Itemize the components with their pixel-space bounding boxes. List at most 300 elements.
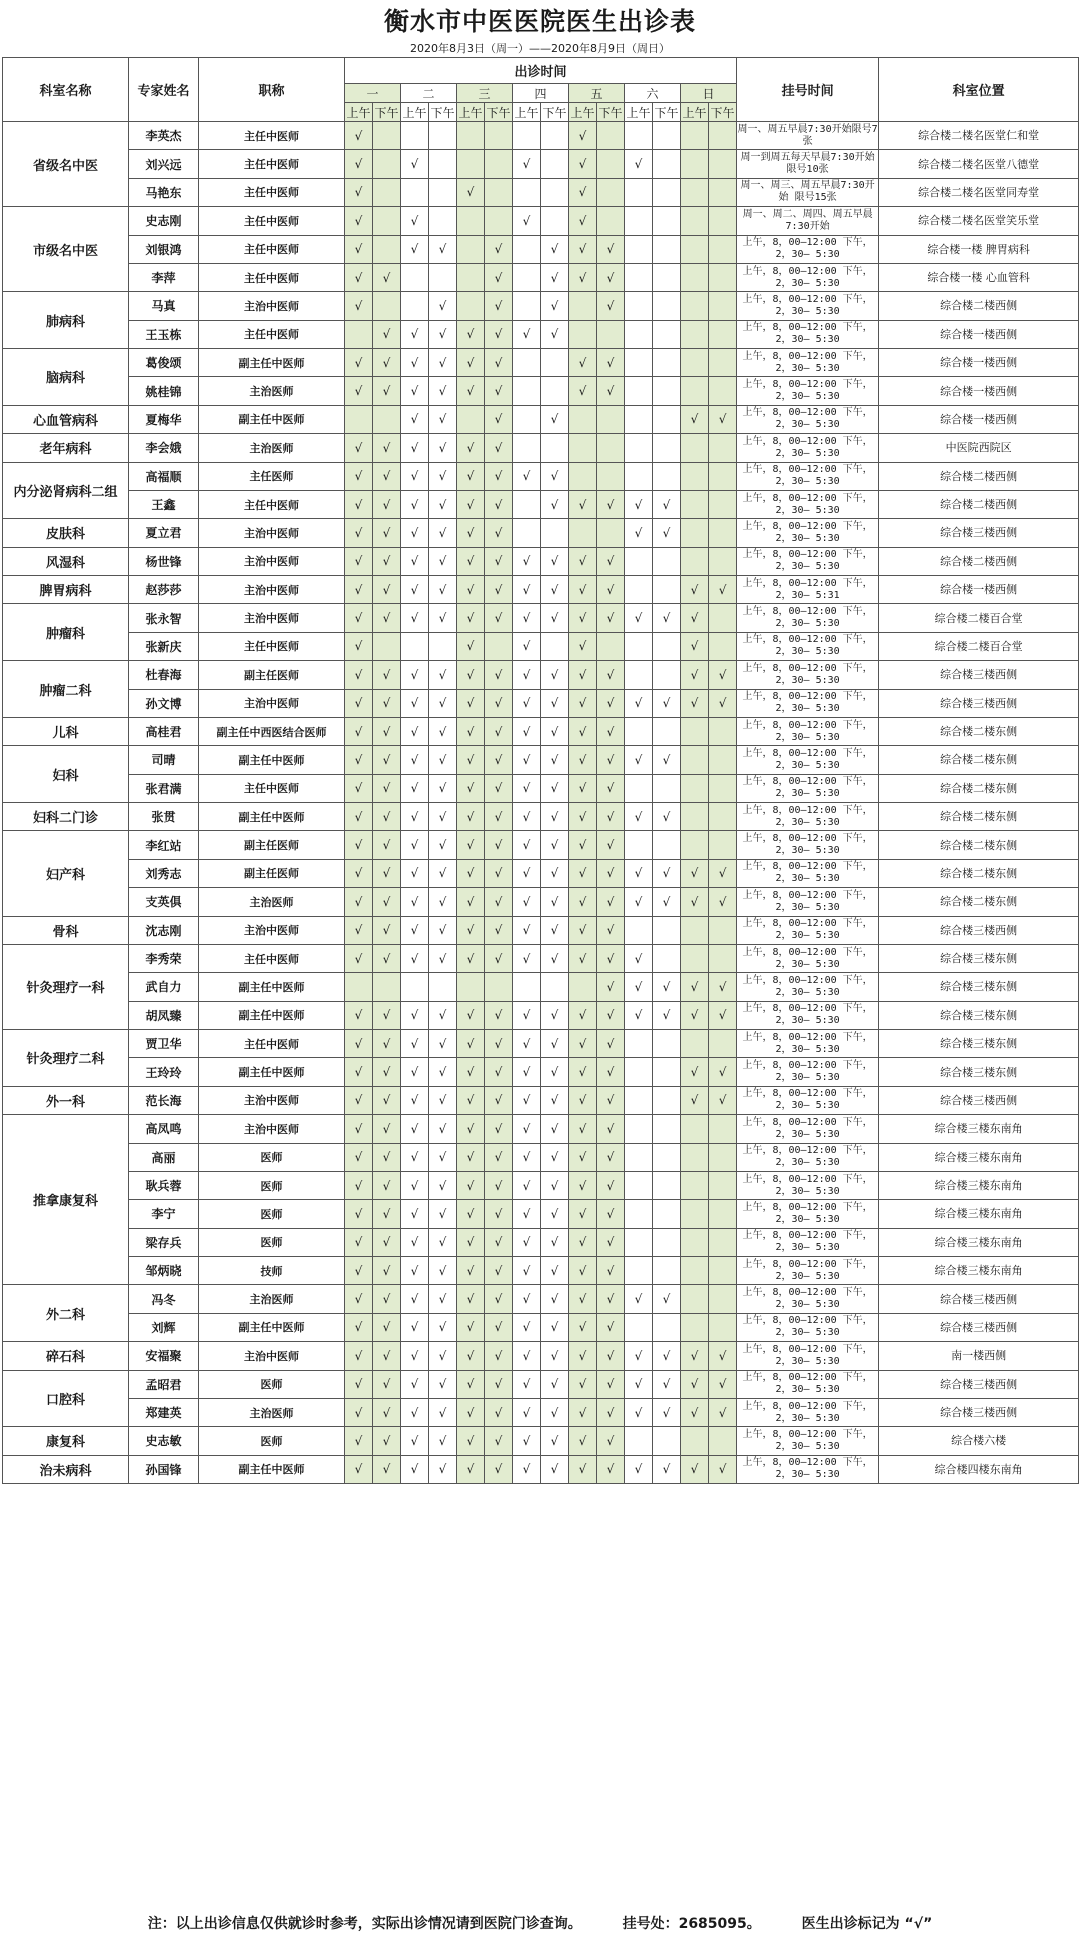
am-header: 上午 xyxy=(345,103,373,122)
check-mark: √ xyxy=(401,1398,429,1426)
schedule-cell xyxy=(345,973,373,1001)
registration-time: 周一到周五每天早晨7:30开始 限号10张 xyxy=(737,150,879,178)
doctor-name: 刘兴远 xyxy=(129,150,199,178)
check-mark: √ xyxy=(597,1342,625,1370)
schedule-cell xyxy=(373,405,401,433)
clinic-location: 综合楼二楼东侧 xyxy=(879,774,1079,802)
schedule-cell xyxy=(709,1285,737,1313)
schedule-cell xyxy=(709,263,737,291)
table-row xyxy=(3,604,1079,632)
schedule-cell xyxy=(457,973,485,1001)
check-mark: √ xyxy=(541,1427,569,1455)
check-mark: √ xyxy=(373,1058,401,1086)
check-mark: √ xyxy=(457,519,485,547)
table-row xyxy=(3,462,1079,490)
schedule-cell xyxy=(709,320,737,348)
check-mark: √ xyxy=(597,689,625,717)
clinic-location: 综合楼二楼东侧 xyxy=(879,888,1079,916)
check-mark: √ xyxy=(345,263,373,291)
registration-time: 上午，8，00—12:00 下午，2，30— 5:30 xyxy=(737,1086,879,1114)
registration-time: 上午，8，00—12:00 下午，2，30— 5:30 xyxy=(737,1398,879,1426)
table-row xyxy=(3,1257,1079,1285)
schedule-cell xyxy=(597,519,625,547)
clinic-location: 综合楼三楼西侧 xyxy=(879,1086,1079,1114)
schedule-cell xyxy=(513,519,541,547)
check-mark: √ xyxy=(373,519,401,547)
registration-time: 上午，8，00—12:00 下午，2，30— 5:30 xyxy=(737,519,879,547)
schedule-cell xyxy=(709,235,737,263)
doctor-name: 李英杰 xyxy=(129,122,199,150)
check-mark: √ xyxy=(653,604,681,632)
check-mark: √ xyxy=(625,1398,653,1426)
schedule-cell xyxy=(653,1200,681,1228)
check-mark: √ xyxy=(541,1200,569,1228)
check-mark: √ xyxy=(485,1398,513,1426)
schedule-cell xyxy=(625,1200,653,1228)
table-row xyxy=(3,831,1079,859)
check-mark: √ xyxy=(345,1285,373,1313)
schedule-cell xyxy=(625,717,653,745)
schedule-cell xyxy=(597,462,625,490)
check-mark: √ xyxy=(429,377,457,405)
schedule-cell xyxy=(513,490,541,518)
check-mark: √ xyxy=(485,1001,513,1029)
table-row xyxy=(3,1370,1079,1398)
check-mark: √ xyxy=(541,1285,569,1313)
schedule-cell xyxy=(625,1143,653,1171)
check-mark: √ xyxy=(373,944,401,972)
table-row xyxy=(3,207,1079,235)
schedule-cell xyxy=(653,320,681,348)
check-mark: √ xyxy=(429,916,457,944)
check-mark: √ xyxy=(373,1030,401,1058)
department-name: 碎石科 xyxy=(3,1342,129,1370)
table-row xyxy=(3,576,1079,604)
schedule-cell xyxy=(541,434,569,462)
clinic-location: 综合楼二楼西侧 xyxy=(879,490,1079,518)
check-mark: √ xyxy=(569,1228,597,1256)
table-row xyxy=(3,1427,1079,1455)
check-mark: √ xyxy=(681,604,709,632)
schedule-cell xyxy=(681,490,709,518)
check-mark: √ xyxy=(345,1143,373,1171)
day-header: 一 xyxy=(345,84,401,103)
check-mark: √ xyxy=(345,604,373,632)
check-mark: √ xyxy=(569,803,597,831)
check-mark: √ xyxy=(485,235,513,263)
schedule-cell xyxy=(709,1427,737,1455)
check-mark: √ xyxy=(457,349,485,377)
pm-header: 下午 xyxy=(429,103,457,122)
doctor-title: 医师 xyxy=(199,1200,345,1228)
doctor-title: 副主任中医师 xyxy=(199,349,345,377)
schedule-cell xyxy=(373,973,401,1001)
schedule-cell xyxy=(625,1228,653,1256)
check-mark: √ xyxy=(569,1285,597,1313)
registration-time: 周一、周五早晨7:30开始限号7张 xyxy=(737,122,879,150)
schedule-cell xyxy=(373,178,401,206)
check-mark: √ xyxy=(401,150,429,178)
check-mark: √ xyxy=(513,632,541,660)
schedule-cell xyxy=(653,434,681,462)
schedule-cell xyxy=(625,1427,653,1455)
check-mark: √ xyxy=(401,831,429,859)
schedule-cell xyxy=(709,717,737,745)
clinic-location: 综合楼二楼西侧 xyxy=(879,292,1079,320)
check-mark: √ xyxy=(345,377,373,405)
registration-time: 上午，8，00—12:00 下午，2，30— 5:30 xyxy=(737,973,879,1001)
schedule-cell xyxy=(597,150,625,178)
am-header: 上午 xyxy=(513,103,541,122)
check-mark: √ xyxy=(345,774,373,802)
check-mark: √ xyxy=(401,1285,429,1313)
registration-time: 上午，8，00—12:00 下午，2，30— 5:30 xyxy=(737,774,879,802)
doctor-title: 主治医师 xyxy=(199,888,345,916)
check-mark: √ xyxy=(569,1200,597,1228)
check-mark: √ xyxy=(401,519,429,547)
department-name: 脑病科 xyxy=(3,349,129,406)
check-mark: √ xyxy=(513,1143,541,1171)
check-mark: √ xyxy=(541,1455,569,1483)
registration-time: 上午，8，00—12:00 下午，2，30— 5:30 xyxy=(737,490,879,518)
doctor-title: 主治中医师 xyxy=(199,1115,345,1143)
check-mark: √ xyxy=(541,604,569,632)
page-title: 衡水市中医医院医生出诊表 xyxy=(383,7,696,36)
header-name: 专家姓名 xyxy=(129,58,199,122)
check-mark: √ xyxy=(485,490,513,518)
check-mark: √ xyxy=(429,490,457,518)
clinic-location: 综合楼二楼百合堂 xyxy=(879,632,1079,660)
check-mark: √ xyxy=(485,859,513,887)
check-mark: √ xyxy=(401,1313,429,1341)
check-mark: √ xyxy=(373,746,401,774)
check-mark: √ xyxy=(597,1455,625,1483)
table-row xyxy=(3,746,1079,774)
department-name: 肿瘤二科 xyxy=(3,661,129,718)
check-mark: √ xyxy=(429,1030,457,1058)
check-mark: √ xyxy=(513,207,541,235)
doctor-title: 主任医师 xyxy=(199,462,345,490)
schedule-cell xyxy=(709,944,737,972)
schedule-cell xyxy=(541,178,569,206)
header-reg-time: 挂号时间 xyxy=(737,58,879,122)
check-mark: √ xyxy=(541,1313,569,1341)
check-mark: √ xyxy=(597,888,625,916)
clinic-location: 南一楼西侧 xyxy=(879,1342,1079,1370)
check-mark: √ xyxy=(401,1086,429,1114)
doctor-name: 孙文博 xyxy=(129,689,199,717)
check-mark: √ xyxy=(401,717,429,745)
registration-time: 上午，8，00—12:00 下午，2，30— 5:30 xyxy=(737,661,879,689)
check-mark: √ xyxy=(485,1427,513,1455)
check-mark: √ xyxy=(429,1200,457,1228)
check-mark: √ xyxy=(457,576,485,604)
check-mark: √ xyxy=(429,1143,457,1171)
table-row xyxy=(3,1086,1079,1114)
doctor-name: 孟昭君 xyxy=(129,1370,199,1398)
schedule-cell xyxy=(597,207,625,235)
check-mark: √ xyxy=(485,1171,513,1199)
schedule-cell xyxy=(709,462,737,490)
doctor-name: 张永智 xyxy=(129,604,199,632)
schedule-cell xyxy=(541,349,569,377)
check-mark: √ xyxy=(681,632,709,660)
schedule-cell xyxy=(625,377,653,405)
registration-time: 上午，8，00—12:00 下午，2，30— 5:30 xyxy=(737,1115,879,1143)
registration-time: 上午，8，00—12:00 下午，2，30— 5:30 xyxy=(737,689,879,717)
check-mark: √ xyxy=(457,1058,485,1086)
registration-time: 上午，8，00—12:00 下午，2，30— 5:30 xyxy=(737,1257,879,1285)
clinic-location: 综合楼二楼东侧 xyxy=(879,831,1079,859)
doctor-name: 孙国锋 xyxy=(129,1455,199,1483)
check-mark: √ xyxy=(373,661,401,689)
schedule-cell xyxy=(709,1115,737,1143)
check-mark: √ xyxy=(485,1313,513,1341)
schedule-cell xyxy=(709,916,737,944)
check-mark: √ xyxy=(597,1171,625,1199)
schedule-cell xyxy=(709,746,737,774)
registration-time: 上午，8，00—12:00 下午，2，30— 5:30 xyxy=(737,1200,879,1228)
schedule-cell xyxy=(625,1115,653,1143)
doctor-name: 张新庆 xyxy=(129,632,199,660)
schedule-cell xyxy=(681,292,709,320)
check-mark: √ xyxy=(401,207,429,235)
am-header: 上午 xyxy=(457,103,485,122)
registration-time: 上午，8，00—12:00 下午，2，30— 5:30 xyxy=(737,462,879,490)
check-mark: √ xyxy=(345,717,373,745)
check-mark: √ xyxy=(513,320,541,348)
registration-time: 上午，8，00—12:00 下午，2，30— 5:30 xyxy=(737,803,879,831)
schedule-cell xyxy=(457,150,485,178)
check-mark: √ xyxy=(541,292,569,320)
department-name: 妇科 xyxy=(3,746,129,803)
schedule-cell xyxy=(625,178,653,206)
schedule-cell xyxy=(709,1200,737,1228)
schedule-cell xyxy=(625,661,653,689)
check-mark: √ xyxy=(513,1058,541,1086)
schedule-cell xyxy=(653,292,681,320)
check-mark: √ xyxy=(373,888,401,916)
doctor-title: 主任中医师 xyxy=(199,235,345,263)
check-mark: √ xyxy=(681,1058,709,1086)
department-name: 针灸理疗一科 xyxy=(3,944,129,1029)
check-mark: √ xyxy=(401,604,429,632)
check-mark: √ xyxy=(429,689,457,717)
check-mark: √ xyxy=(373,604,401,632)
check-mark: √ xyxy=(485,831,513,859)
table-row xyxy=(3,916,1079,944)
check-mark: √ xyxy=(429,888,457,916)
check-mark: √ xyxy=(709,1086,737,1114)
registration-time: 上午，8，00—12:00 下午，2，30— 5:30 xyxy=(737,1427,879,1455)
schedule-cell xyxy=(625,235,653,263)
check-mark: √ xyxy=(653,803,681,831)
schedule-cell xyxy=(429,178,457,206)
doctor-name: 李秀荣 xyxy=(129,944,199,972)
clinic-location: 综合楼二楼百合堂 xyxy=(879,604,1079,632)
check-mark: √ xyxy=(373,859,401,887)
schedule-cell xyxy=(373,235,401,263)
schedule-cell xyxy=(457,263,485,291)
check-mark: √ xyxy=(569,746,597,774)
check-mark: √ xyxy=(485,405,513,433)
doctor-title: 主任中医师 xyxy=(199,1030,345,1058)
check-mark: √ xyxy=(569,263,597,291)
check-mark: √ xyxy=(513,1200,541,1228)
schedule-cell xyxy=(653,1228,681,1256)
schedule-cell xyxy=(513,178,541,206)
schedule-cell xyxy=(625,1058,653,1086)
check-mark: √ xyxy=(569,1143,597,1171)
check-mark: √ xyxy=(345,150,373,178)
schedule-cell xyxy=(597,320,625,348)
doctor-title: 主任中医师 xyxy=(199,122,345,150)
schedule-cell xyxy=(709,292,737,320)
table-row xyxy=(3,1342,1079,1370)
check-mark: √ xyxy=(569,1001,597,1029)
clinic-location: 综合楼三楼东南角 xyxy=(879,1171,1079,1199)
doctor-name: 夏梅华 xyxy=(129,405,199,433)
doctor-title: 主治中医师 xyxy=(199,576,345,604)
check-mark: √ xyxy=(597,831,625,859)
check-mark: √ xyxy=(401,462,429,490)
check-mark: √ xyxy=(513,604,541,632)
check-mark: √ xyxy=(401,1001,429,1029)
registration-time: 上午，8，00—12:00 下午，2，30— 5:30 xyxy=(737,746,879,774)
table-row xyxy=(3,632,1079,660)
check-mark: √ xyxy=(597,1115,625,1143)
check-mark: √ xyxy=(457,490,485,518)
doctor-name: 赵莎莎 xyxy=(129,576,199,604)
doctor-title: 主治中医师 xyxy=(199,547,345,575)
check-mark: √ xyxy=(345,547,373,575)
check-mark: √ xyxy=(429,774,457,802)
check-mark: √ xyxy=(597,547,625,575)
check-mark: √ xyxy=(457,803,485,831)
check-mark: √ xyxy=(373,434,401,462)
pm-header: 下午 xyxy=(541,103,569,122)
check-mark: √ xyxy=(429,547,457,575)
clinic-location: 综合楼一楼 脾胃病科 xyxy=(879,235,1079,263)
doctor-name: 耿兵蓉 xyxy=(129,1171,199,1199)
schedule-cell xyxy=(709,1171,737,1199)
check-mark: √ xyxy=(569,944,597,972)
doctor-title: 主治医师 xyxy=(199,377,345,405)
check-mark: √ xyxy=(625,519,653,547)
check-mark: √ xyxy=(569,490,597,518)
check-mark: √ xyxy=(513,859,541,887)
schedule-cell xyxy=(681,746,709,774)
schedule-cell xyxy=(653,661,681,689)
check-mark: √ xyxy=(597,1200,625,1228)
check-mark: √ xyxy=(513,1370,541,1398)
check-mark: √ xyxy=(401,1342,429,1370)
schedule-cell xyxy=(429,632,457,660)
check-mark: √ xyxy=(429,1086,457,1114)
doctor-name: 司晴 xyxy=(129,746,199,774)
check-mark: √ xyxy=(401,434,429,462)
schedule-cell xyxy=(653,405,681,433)
doctor-name: 姚桂锦 xyxy=(129,377,199,405)
check-mark: √ xyxy=(597,1030,625,1058)
clinic-location: 综合楼二楼东侧 xyxy=(879,717,1079,745)
schedule-cell xyxy=(485,122,513,150)
check-mark: √ xyxy=(569,207,597,235)
pm-header: 下午 xyxy=(709,103,737,122)
check-mark: √ xyxy=(485,1058,513,1086)
schedule-cell xyxy=(653,576,681,604)
check-mark: √ xyxy=(457,831,485,859)
check-mark: √ xyxy=(541,1228,569,1256)
doctor-name: 刘秀志 xyxy=(129,859,199,887)
doctor-title: 副主任医师 xyxy=(199,831,345,859)
schedule-cell xyxy=(709,632,737,660)
check-mark: √ xyxy=(485,1455,513,1483)
table-row xyxy=(3,973,1079,1001)
doctor-title: 主治中医师 xyxy=(199,1342,345,1370)
clinic-location: 综合楼三楼东南角 xyxy=(879,1228,1079,1256)
clinic-location: 综合楼三楼东南角 xyxy=(879,1143,1079,1171)
doctor-name: 李会娥 xyxy=(129,434,199,462)
check-mark: √ xyxy=(457,1143,485,1171)
check-mark: √ xyxy=(345,1370,373,1398)
check-mark: √ xyxy=(625,944,653,972)
check-mark: √ xyxy=(429,1171,457,1199)
doctor-name: 杨世锋 xyxy=(129,547,199,575)
check-mark: √ xyxy=(569,1342,597,1370)
registration-time: 上午，8，00—12:00 下午，2，30— 5:30 xyxy=(737,1285,879,1313)
check-mark: √ xyxy=(541,1058,569,1086)
schedule-cell xyxy=(653,774,681,802)
check-mark: √ xyxy=(429,1228,457,1256)
doctor-name: 李红站 xyxy=(129,831,199,859)
check-mark: √ xyxy=(373,1398,401,1426)
doctor-title: 主治中医师 xyxy=(199,292,345,320)
table-row xyxy=(3,661,1079,689)
check-mark: √ xyxy=(625,689,653,717)
check-mark: √ xyxy=(373,1171,401,1199)
check-mark: √ xyxy=(373,1115,401,1143)
table-row xyxy=(3,1455,1079,1483)
schedule-cell xyxy=(709,122,737,150)
check-mark: √ xyxy=(653,859,681,887)
schedule-cell xyxy=(485,973,513,1001)
header-title: 职称 xyxy=(199,58,345,122)
check-mark: √ xyxy=(429,717,457,745)
schedule-cell xyxy=(681,547,709,575)
doctor-title: 医师 xyxy=(199,1370,345,1398)
schedule-cell xyxy=(485,150,513,178)
check-mark: √ xyxy=(653,1342,681,1370)
check-mark: √ xyxy=(429,235,457,263)
schedule-cell xyxy=(541,632,569,660)
check-mark: √ xyxy=(401,746,429,774)
doctor-title: 技师 xyxy=(199,1257,345,1285)
check-mark: √ xyxy=(345,916,373,944)
schedule-cell xyxy=(681,1285,709,1313)
schedule-cell xyxy=(597,405,625,433)
check-mark: √ xyxy=(569,576,597,604)
check-mark: √ xyxy=(709,888,737,916)
check-mark: √ xyxy=(429,661,457,689)
check-mark: √ xyxy=(569,831,597,859)
check-mark: √ xyxy=(569,774,597,802)
schedule-cell xyxy=(513,235,541,263)
check-mark: √ xyxy=(625,490,653,518)
doctor-name: 支英俱 xyxy=(129,888,199,916)
check-mark: √ xyxy=(597,349,625,377)
check-mark: √ xyxy=(681,405,709,433)
